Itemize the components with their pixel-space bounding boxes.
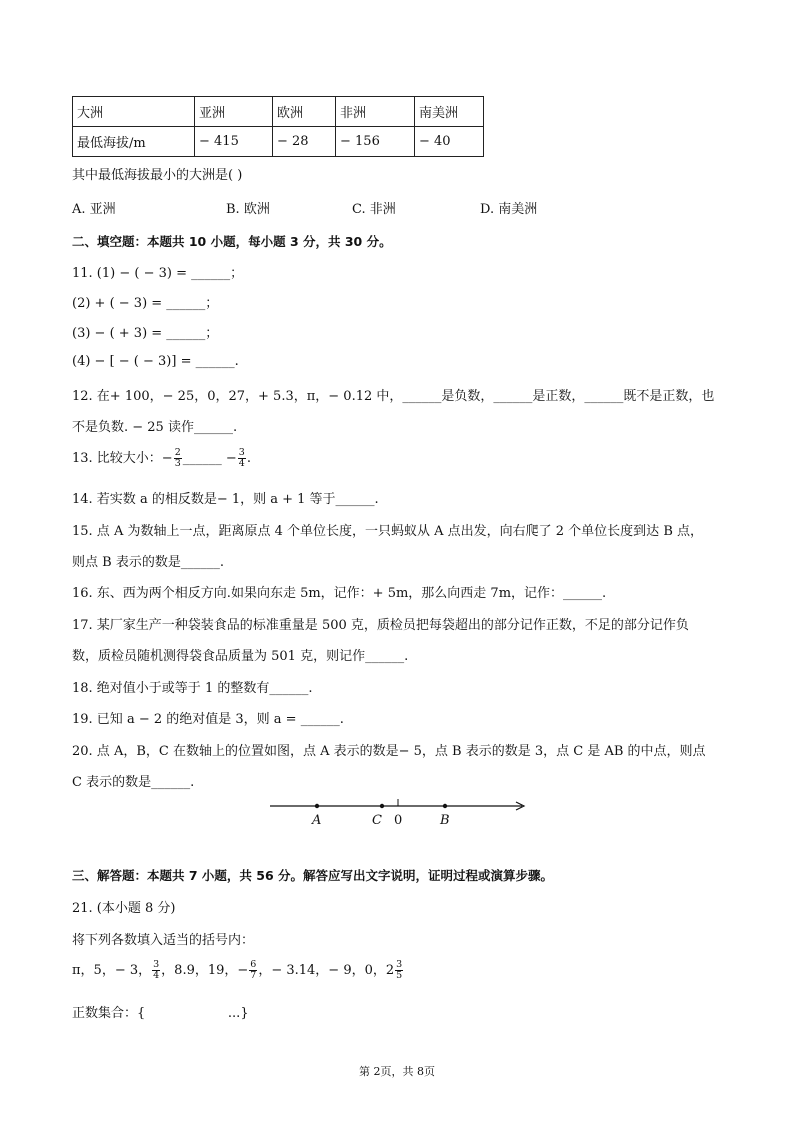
- question-15-line2: 则点 B 表示的数是______.: [72, 555, 224, 570]
- question-21-title: 21. (本小题 8 分): [72, 901, 176, 916]
- numerator: 3: [238, 447, 245, 458]
- table-cell: − 40: [415, 127, 484, 157]
- option-c: C. 非洲: [352, 202, 396, 217]
- option-b: B. 欧洲: [226, 202, 270, 217]
- table-cell: 南美洲: [415, 97, 484, 127]
- option-a: A. 亚洲: [72, 202, 116, 217]
- fraction: [174, 448, 182, 469]
- question-20-line2: C 表示的数是______.: [72, 775, 195, 790]
- q13-text: .: [246, 451, 251, 466]
- numerator: 3: [153, 959, 160, 970]
- point-a: [315, 804, 319, 808]
- question-12-line2: 不是负数. − 25 读作______.: [72, 420, 238, 435]
- point-b: [443, 804, 447, 808]
- question-21-instruction: 将下列各数填入适当的括号内：: [72, 933, 255, 948]
- altitude-table: [72, 96, 484, 157]
- label-zero: 0: [394, 813, 403, 828]
- question-14: 14. 若实数 a 的相反数是− 1，则 a + 1 等于______.: [72, 492, 379, 507]
- table-row: [73, 97, 484, 127]
- question-11-4: (4) − [ − ( − 3)] = ______.: [72, 354, 239, 369]
- question-13: [72, 446, 251, 472]
- question-11-3: (3) − ( + 3) = ______；: [72, 326, 219, 341]
- table-cell: − 28: [273, 127, 336, 157]
- table-row: [73, 127, 484, 157]
- table-cell: 亚洲: [195, 97, 273, 127]
- q13-text: 13. 比较大小：−: [72, 451, 173, 466]
- question-11-1: 11. (1) − ( − 3) = ______；: [72, 266, 244, 281]
- number-list-text: ，− 3.14，− 9，0，2: [258, 963, 395, 978]
- option-d: D. 南美洲: [480, 202, 538, 217]
- table-cell: 大洲: [73, 97, 195, 127]
- question-11-2: (2) + ( − 3) = ______；: [72, 296, 219, 311]
- denominator: 4: [238, 458, 245, 469]
- question-17-line2: 数，质检员随机测得袋食品质量为 501 克，则记作______.: [72, 649, 409, 664]
- question-20-line1: 20. 点 A，B，C 在数轴上的位置如图，点 A 表示的数是− 5，点 B 表示的数是 3，点 C 是 AB 的中点，则点: [72, 744, 706, 759]
- denominator: 3: [174, 458, 181, 469]
- number-list-text: ，8.9，19，−: [161, 963, 249, 978]
- question-16: 16. 东、西为两个相反方向.如果向东走 5m，记作：+ 5m，那么向西走 7m，记作：______.: [72, 586, 607, 601]
- positive-set: 正数集合：{ ...}: [72, 1006, 249, 1021]
- number-line: [266, 795, 530, 815]
- question-15-line1: 15. 点 A 为数轴上一点，距离原点 4 个单位长度，一只蚂蚁从 A 点出发，向右爬了 2 个单位长度到达 B 点，: [72, 524, 704, 539]
- question-21-numbers: [72, 958, 404, 984]
- section-heading: 三、解答题：本题共 7 小题，共 56 分。解答应写出文字说明，证明过程或演算步骤。: [72, 868, 554, 883]
- fraction: [152, 960, 160, 981]
- point-c: [380, 804, 384, 808]
- label-c: C: [372, 813, 382, 828]
- numerator: 3: [396, 959, 403, 970]
- question-17-line1: 17. 某厂家生产一种袋装食品的标准重量是 500 克，质检员把每袋超出的部分记作正数，不足的部分记作负: [72, 618, 689, 633]
- q13-text: ______ −: [182, 451, 237, 466]
- numerator: 6: [250, 959, 257, 970]
- section-heading: 二、填空题：本题共 10 小题，每小题 3 分，共 30 分。: [72, 234, 392, 249]
- fraction: [395, 960, 403, 981]
- label-b: B: [440, 813, 450, 828]
- question-12-line1: 12. 在+ 100，− 25，0，27，+ 5.3，π，− 0.12 中，______是负数，______是正数，______既不是正数，也: [72, 389, 715, 404]
- table-cell: − 415: [195, 127, 273, 157]
- question-19: 19. 已知 a − 2 的绝对值是 3，则 a = ______.: [72, 712, 344, 727]
- numerator: 2: [174, 447, 181, 458]
- fraction: [238, 448, 246, 469]
- denominator: 7: [250, 970, 257, 981]
- number-list-text: π，5，− 3，: [72, 963, 152, 978]
- page-footer: 第 2页，共 8页: [359, 1065, 435, 1078]
- label-a: A: [312, 813, 322, 828]
- denominator: 5: [396, 970, 403, 981]
- table-cell: 非洲: [336, 97, 415, 127]
- denominator: 4: [153, 970, 160, 981]
- question-18: 18. 绝对值小于或等于 1 的整数有______.: [72, 681, 313, 696]
- fraction: [249, 960, 257, 981]
- table-cell: 欧洲: [273, 97, 336, 127]
- question-tail: 其中最低海拔最小的大洲是( ): [72, 168, 243, 183]
- table-cell: 最低海拔/m: [73, 127, 195, 157]
- table-cell: − 156: [336, 127, 415, 157]
